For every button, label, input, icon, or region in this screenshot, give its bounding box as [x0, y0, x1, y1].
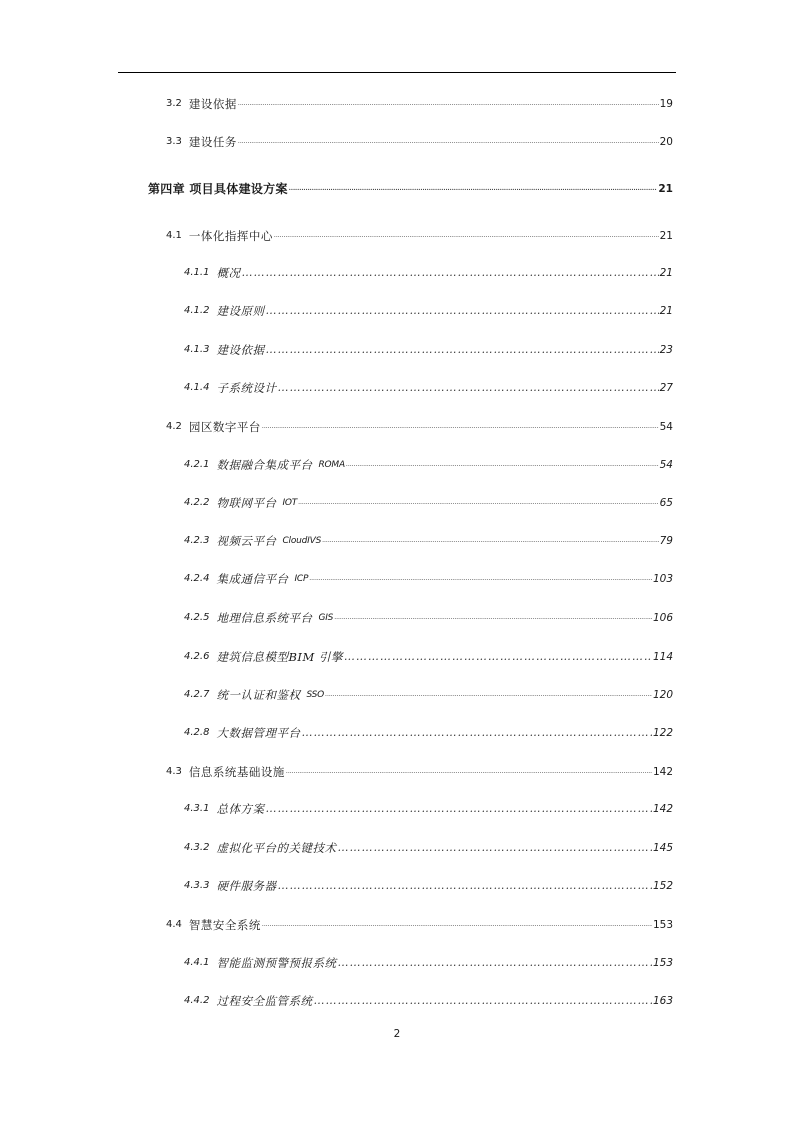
- toc-page: 21: [658, 183, 673, 195]
- dot-leader: [262, 419, 659, 435]
- toc-title-suffix: ROMA: [318, 460, 345, 470]
- dot-leader: [286, 764, 652, 780]
- toc-title: 信息系统基础设施: [188, 765, 285, 779]
- toc-title: 硬件服务器: [216, 879, 277, 893]
- toc-title: 子系统设计: [216, 381, 277, 395]
- toc-title: 建设依据: [188, 97, 237, 111]
- toc-number: 4.2.6: [184, 651, 210, 662]
- toc-entry-4-4-1[interactable]: [184, 955, 673, 971]
- toc-title: 建筑信息模型BIM 引擎: [216, 650, 343, 664]
- toc-entry-4-1-2[interactable]: [184, 303, 673, 319]
- dot-leader: [344, 649, 652, 665]
- toc-number: 4.1.2: [184, 305, 210, 316]
- dot-leader: [337, 955, 652, 971]
- toc-entry-4-1-3[interactable]: [184, 342, 673, 358]
- toc-page: 153: [652, 957, 673, 969]
- dot-leader: [322, 533, 659, 549]
- dot-leader: [325, 687, 652, 703]
- toc-page: 23: [659, 344, 673, 356]
- toc-page: 152: [652, 880, 673, 892]
- header-rule: [118, 72, 676, 73]
- toc-number: 4.3.2: [184, 842, 210, 853]
- toc-entry-4-2-4[interactable]: [184, 571, 673, 587]
- toc-number: 4.1.3: [184, 344, 210, 355]
- toc-entry-4-2-6[interactable]: [184, 649, 673, 665]
- dot-leader: [238, 134, 659, 150]
- dot-leader: [265, 342, 658, 358]
- toc-title: 大数据管理平台: [216, 726, 301, 740]
- toc-page: 145: [652, 842, 673, 854]
- toc-page: 21: [659, 230, 673, 242]
- dot-leader: [346, 457, 659, 473]
- dot-leader: [298, 495, 659, 511]
- toc-title-suffix: GIS: [318, 613, 334, 623]
- toc-title: 数据融合集成平台: [216, 458, 313, 472]
- toc-title: 视频云平台: [216, 534, 277, 548]
- toc-entry-4-2-8[interactable]: [184, 725, 673, 741]
- toc-title: 建设依据: [216, 343, 265, 357]
- toc-number: 4.2.8: [184, 727, 210, 738]
- toc-title: 物联网平台: [216, 496, 277, 510]
- toc-title: 智慧安全系统: [188, 918, 261, 932]
- toc-number: 4.2.1: [184, 459, 210, 470]
- toc-number: 4.4.2: [184, 995, 210, 1006]
- toc-entry-4-1-1[interactable]: [184, 265, 673, 281]
- toc-entry-4-4-2[interactable]: [184, 993, 673, 1009]
- dot-leader: [334, 610, 652, 626]
- toc-entry-4-2-2[interactable]: [184, 495, 673, 511]
- toc-page: 65: [659, 497, 673, 509]
- toc-number: 3.3: [166, 136, 182, 147]
- toc-number: 4.4: [166, 919, 182, 930]
- dot-leader: [289, 181, 658, 197]
- toc-entry-4-3-2[interactable]: [184, 840, 673, 856]
- toc-number: 3.2: [166, 98, 182, 109]
- toc-entry-4-3-1[interactable]: [184, 801, 673, 817]
- toc-entry-4-2-5[interactable]: [184, 610, 673, 626]
- toc-title: 建设任务: [188, 135, 237, 149]
- toc-number: 4.4.1: [184, 957, 210, 968]
- toc-title-suffix: IOT: [282, 498, 298, 508]
- toc-page: 19: [659, 98, 673, 110]
- toc-page: 122: [652, 727, 673, 739]
- toc-number: 4.1: [166, 230, 182, 241]
- dot-leader: [313, 993, 652, 1009]
- page-number: 2: [393, 1028, 401, 1040]
- toc-number: 4.2: [166, 421, 182, 432]
- toc-page: 106: [652, 612, 673, 624]
- toc-number: 4.3.1: [184, 803, 210, 814]
- dot-leader: [262, 917, 652, 933]
- toc-page: 142: [652, 766, 673, 778]
- toc-page: 21: [659, 305, 673, 317]
- dot-leader: [277, 878, 652, 894]
- toc-number: 4.2.7: [184, 689, 210, 700]
- toc-page: 27: [659, 382, 673, 394]
- toc-entry-3-2[interactable]: [166, 96, 673, 112]
- toc-entry-4-2[interactable]: [166, 419, 673, 435]
- toc-number: 4.2.2: [184, 497, 210, 508]
- toc-number: 4.2.3: [184, 535, 210, 546]
- toc-entry-4-1[interactable]: [166, 228, 673, 244]
- toc-title: 虚拟化平台的关键技术: [216, 841, 337, 855]
- toc-title: 过程安全监管系统: [216, 994, 313, 1008]
- toc-page: 79: [659, 535, 673, 547]
- toc-number: 4.2.4: [184, 573, 210, 584]
- toc-number: 4.1.4: [184, 382, 210, 393]
- toc-entry-4-2-7[interactable]: [184, 687, 673, 703]
- toc-page: 163: [652, 995, 673, 1007]
- dot-leader: [241, 265, 658, 281]
- toc-title: 建设原则: [216, 304, 265, 318]
- toc-page: 20: [659, 136, 673, 148]
- toc-number: 4.3: [166, 766, 182, 777]
- dot-leader: [238, 96, 659, 112]
- dot-leader: [301, 725, 652, 741]
- toc-title-suffix: SSO: [306, 690, 325, 700]
- toc-title: 一体化指挥中心: [188, 229, 273, 243]
- dot-leader: [265, 801, 652, 817]
- dot-leader: [274, 228, 659, 244]
- dot-leader: [277, 380, 658, 396]
- toc-entry-4-2-3[interactable]: [184, 533, 673, 549]
- toc-page: 153: [652, 919, 673, 931]
- toc-title: 园区数字平台: [188, 420, 261, 434]
- toc-entry-chapter-4[interactable]: [148, 181, 673, 197]
- toc-number: 4.2.5: [184, 612, 210, 623]
- toc-title: 统一认证和鉴权: [216, 688, 301, 702]
- toc-entry-4-2-1[interactable]: [184, 457, 673, 473]
- toc-entry-4-3[interactable]: [166, 764, 673, 780]
- toc-title: 集成通信平台: [216, 572, 289, 586]
- dot-leader: [337, 840, 652, 856]
- toc-entry-3-3[interactable]: [166, 134, 673, 150]
- toc-title: 第四章 项目具体建设方案: [148, 182, 288, 196]
- toc-page: 21: [659, 267, 673, 279]
- dot-leader: [309, 571, 652, 587]
- toc-title-suffix: ICP: [294, 574, 309, 584]
- toc-title: 智能监测预警预报系统: [216, 956, 337, 970]
- toc-entry-4-4[interactable]: [166, 917, 673, 933]
- toc-title: 总体方案: [216, 802, 265, 816]
- toc-page: 120: [652, 689, 673, 701]
- toc-number: 4.1.1: [184, 267, 210, 278]
- toc-entry-4-1-4[interactable]: [184, 380, 673, 396]
- toc-number: 4.3.3: [184, 880, 210, 891]
- toc-page: 54: [659, 459, 673, 471]
- toc-title: 地理信息系统平台: [216, 611, 313, 625]
- toc-page: 142: [652, 803, 673, 815]
- toc-page: 114: [652, 651, 673, 663]
- toc-title: 概况: [216, 266, 241, 280]
- dot-leader: [265, 303, 658, 319]
- toc-title-suffix: CloudIVS: [282, 536, 322, 546]
- toc-page: 54: [659, 421, 673, 433]
- toc-entry-4-3-3[interactable]: [184, 878, 673, 894]
- toc-page: 103: [652, 573, 673, 585]
